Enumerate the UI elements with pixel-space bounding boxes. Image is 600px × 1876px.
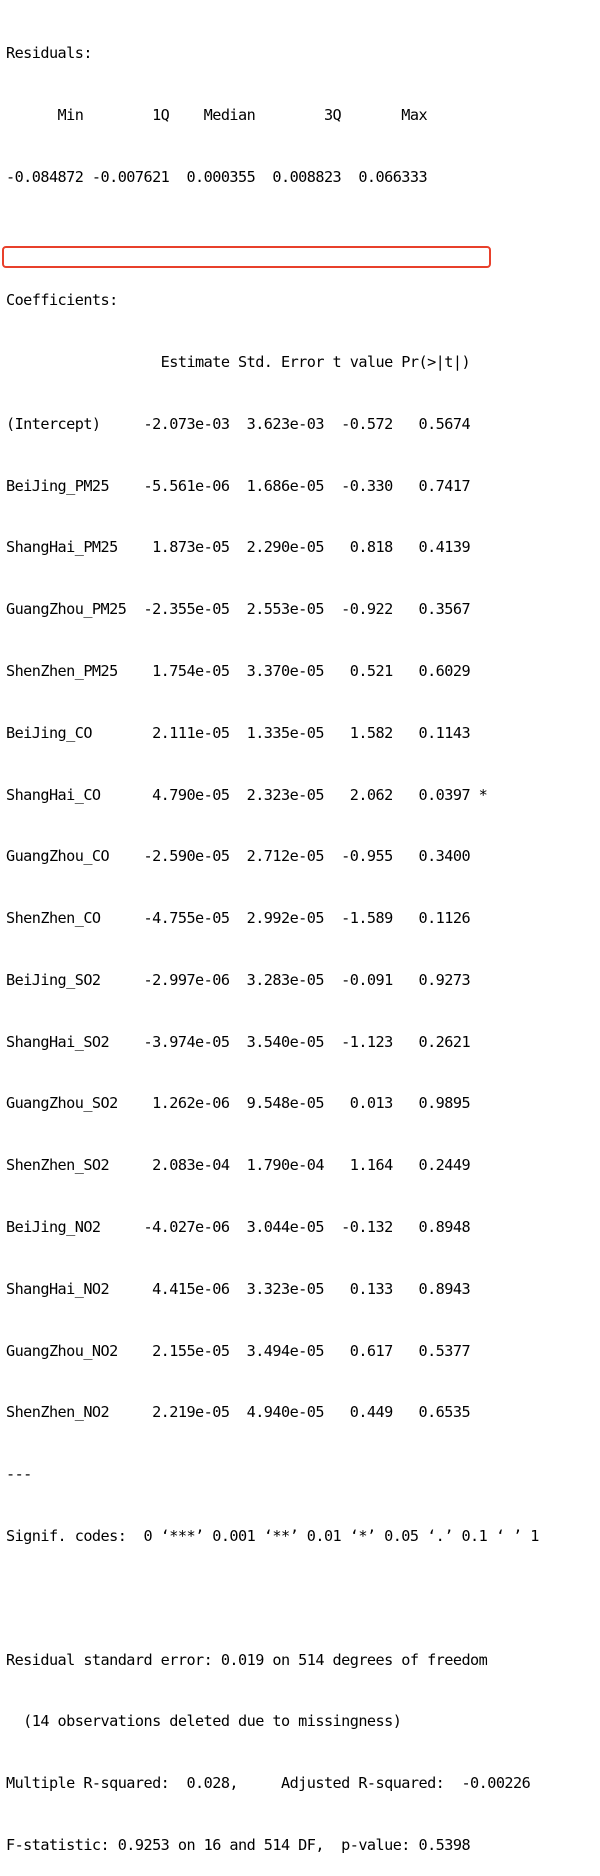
residuals-values: -0.084872 -0.007621 0.000355 0.008823 0.066333 [6,167,428,186]
coef-row-shanghai-so2: ShangHai_SO2 -3.974e-05 3.540e-05 -1.123 0.2621 [6,1032,471,1051]
coef-row-beijing-no2: BeiJing_NO2 -4.027e-06 3.044e-05 -0.132 0.8948 [6,1218,471,1237]
coef-row-guangzhou-so2: GuangZhou_SO2 1.262e-06 9.548e-05 0.013 0.9895 [6,1094,471,1113]
residuals-header: Min 1Q Median 3Q Max [6,105,428,124]
blank-line [6,1588,539,1609]
coef-row-shanghai-pm25: ShangHai_PM25 1.873e-05 2.290e-05 0.818 0.4139 [6,538,471,557]
r-regression-output [6,2,539,1876]
f-statistic-line: F-statistic: 0.9253 on 16 and 514 DF, p-value: 0.5398 [6,1835,471,1854]
coef-row-shenzhen-co: ShenZhen_CO -4.755e-05 2.992e-05 -1.589 0.1126 [6,909,471,928]
coef-row-guangzhou-pm25: GuangZhou_PM25 -2.355e-05 2.553e-05 -0.922 0.3567 [6,600,471,619]
coef-row-shenzhen-no2: ShenZhen_NO2 2.219e-05 4.940e-05 0.449 0.6535 [6,1403,471,1422]
signif-codes: Signif. codes: 0 ‘***’ 0.001 ‘**’ 0.01 ‘*’ 0.05 ‘.’ 0.1 ‘ ’ 1 [6,1526,539,1545]
coef-row-shanghai-no2: ShangHai_NO2 4.415e-06 3.323e-05 0.133 0.8943 [6,1279,471,1298]
coef-row-shanghai-co: ShangHai_CO 4.790e-05 2.323e-05 2.062 0.0397 * [6,785,488,804]
coef-row-shenzhen-so2: ShenZhen_SO2 2.083e-04 1.790e-04 1.164 0.2449 [6,1156,471,1175]
blank-line [6,229,539,250]
coef-row-beijing-co: BeiJing_CO 2.111e-05 1.335e-05 1.582 0.1143 [6,723,471,742]
coefficients-header: Estimate Std. Error t value Pr(>|t|) [6,353,471,372]
coef-row-beijing-pm25: BeiJing_PM25 -5.561e-06 1.686e-05 -0.330 0.7417 [6,476,471,495]
coef-row-beijing-so2: BeiJing_SO2 -2.997e-06 3.283e-05 -0.091 0.9273 [6,970,471,989]
deleted-observations-note: (14 observations deleted due to missingness) [6,1712,402,1731]
coef-row-guangzhou-co: GuangZhou_CO -2.590e-05 2.712e-05 -0.955 0.3400 [6,847,471,866]
separator-line: --- [6,1465,32,1484]
coef-row-intercept: (Intercept) -2.073e-03 3.623e-03 -0.572 0.5674 [6,414,471,433]
coefficients-heading: Coefficients: [6,291,118,310]
coef-row-guangzhou-no2: GuangZhou_NO2 2.155e-05 3.494e-05 0.617 0.5377 [6,1341,471,1360]
r-squared-line: Multiple R-squared: 0.028, Adjusted R-squared: -0.00226 [6,1774,531,1793]
coef-row-shenzhen-pm25: ShenZhen_PM25 1.754e-05 3.370e-05 0.521 0.6029 [6,662,471,680]
residuals-heading: Residuals: [6,44,92,63]
residual-standard-error: Residual standard error: 0.019 on 514 degrees of freedom [6,1650,488,1669]
